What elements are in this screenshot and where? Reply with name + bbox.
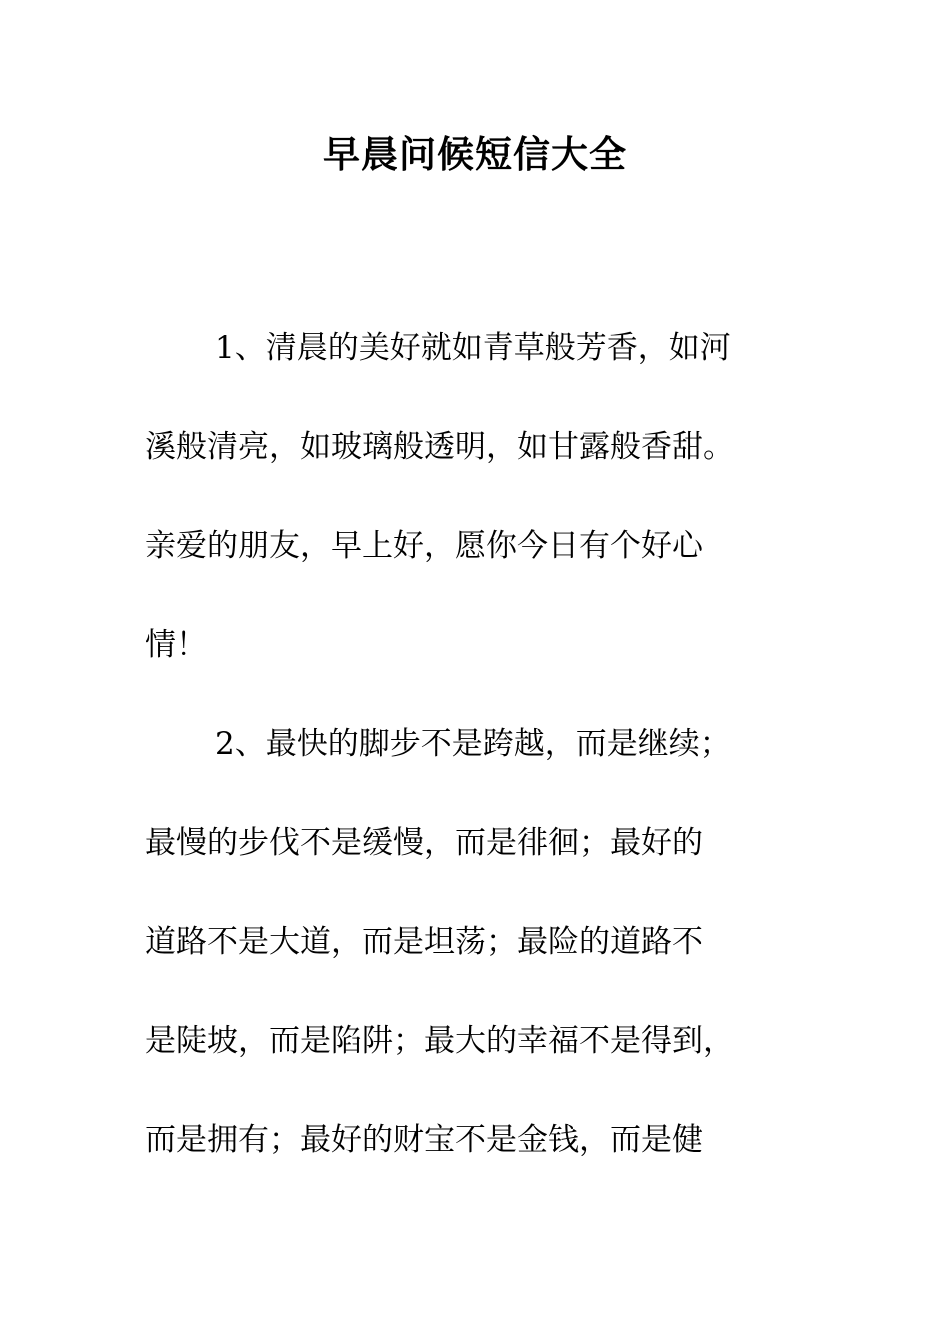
document-title: 早晨问候短信大全 bbox=[323, 132, 627, 176]
text-line: 1、清晨的美好就如青草般芳香，如河 bbox=[215, 330, 731, 366]
text-line: 最慢的步伐不是缓慢，而是徘徊；最好的 bbox=[145, 825, 703, 861]
paragraph-2 bbox=[145, 695, 805, 1190]
text-line: 而是拥有；最好的财宝不是金钱，而是健 bbox=[145, 1122, 703, 1158]
text-line: 溪般清亮，如玻璃般透明，如甘露般香甜。 bbox=[145, 429, 734, 465]
text-line: 2、最快的脚步不是跨越，而是继续； bbox=[215, 726, 731, 762]
text-line: 道路不是大道，而是坦荡；最险的道路不 bbox=[145, 924, 703, 960]
text-line: 亲爱的朋友，早上好，愿你今日有个好心 bbox=[145, 528, 703, 564]
document-body bbox=[145, 299, 805, 1190]
text-line: 是陡坡，而是陷阱；最大的幸福不是得到， bbox=[145, 1023, 734, 1059]
text-line: 情！ bbox=[145, 627, 207, 663]
paragraph-1 bbox=[145, 299, 805, 695]
